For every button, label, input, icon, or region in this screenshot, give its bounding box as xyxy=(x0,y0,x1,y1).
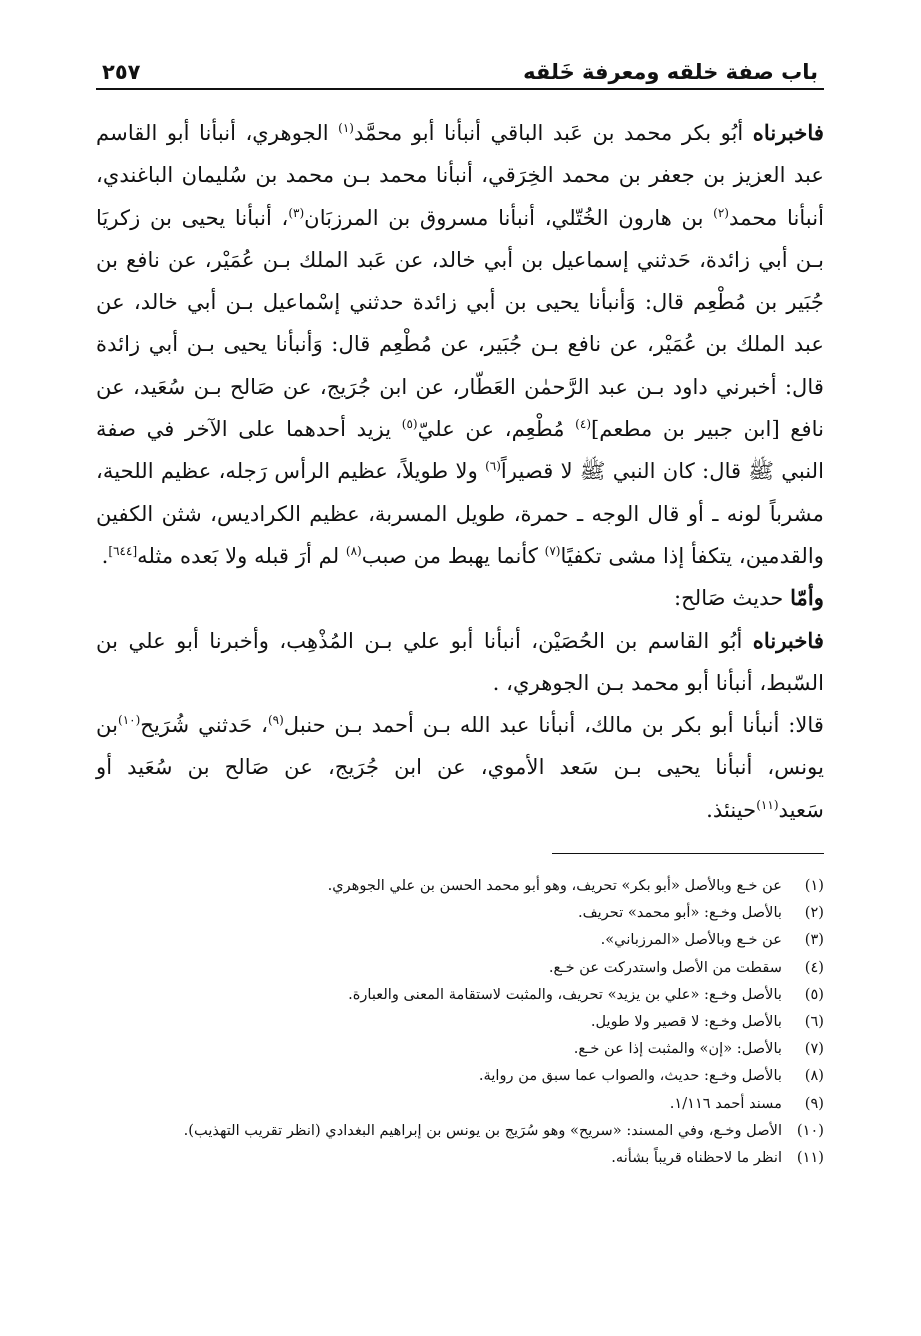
footnote-number: (٢) xyxy=(804,904,824,922)
text-segment: مُطْعِم، عن عليّ xyxy=(417,416,576,442)
footnote-text: عن خـع وبالأصل «المرزباني». xyxy=(600,931,782,949)
paragraph-3 xyxy=(96,704,824,831)
text-segment: بن هارون الخُتّلي، أنبأنا مسروق بن المرزبَان xyxy=(304,204,714,230)
footnote-text: بالأصل وخـع: حديث، والصواب عما سبق من رواية. xyxy=(478,1067,782,1085)
document-page xyxy=(96,52,824,1322)
footnote-text: عن خـع وبالأصل «أبو بكر» تحريف، وهو أبو محمد الحسن بن علي الجوهري. xyxy=(327,877,782,895)
heading-text: حديث صَالح: xyxy=(673,585,791,611)
page-number: ٢٥٧ xyxy=(102,60,141,84)
footnote-number: (٨) xyxy=(804,1067,824,1085)
footnote-number: (٣) xyxy=(804,931,824,949)
footnote-ref: (٦) xyxy=(485,459,501,474)
footnote-text: انظر ما لاحظناه قريباً بشأنه. xyxy=(611,1149,782,1167)
footnote-text: بالأصل: «إن» والمثبت إذا عن خـع. xyxy=(573,1040,782,1058)
footnote-ref: (٥) xyxy=(401,417,418,432)
footnote-text: الأصل وخـع، وفي المسند: «سريح» وهو سُرَيج بن يونس بن إبراهيم البغدادي (انظر تقريب التهذيب). xyxy=(183,1121,782,1139)
footnote-item xyxy=(96,981,824,1008)
text-segment: كأنما يهبط من صبب xyxy=(361,542,545,568)
footnote-ref: (٨) xyxy=(345,543,362,558)
footnote-item xyxy=(96,1035,824,1062)
footnote-item xyxy=(96,1144,824,1171)
footnote-number: (١) xyxy=(804,877,824,895)
footnote-text: مسند أحمد ١/١١٦. xyxy=(669,1094,782,1112)
footnote-ref: (٢) xyxy=(713,205,729,220)
footnote-item xyxy=(96,1062,824,1089)
text-segment: لم أرَ قبله ولا بَعده مثله xyxy=(137,542,346,568)
footnote-item xyxy=(96,1008,824,1035)
text-segment: أبُو بكر محمد بن عَبد الباقي أنبأنا أبو محمَّد xyxy=(353,120,753,145)
footnote-item xyxy=(96,899,824,926)
footnote-ref: (١) xyxy=(338,120,354,135)
text-segment: ولا طويلاً، عظيم الرأس رَجله، عظيم اللحية، مشرباً لونه ـ أو قال الوجه ـ حمرة، طويل المسربة، عظيم الكراديس، شثن الكفين والقدمين، يتكفأ إذا مشى تكفيًا xyxy=(96,458,824,568)
footnote-text: سقطت من الأصل واستدركت عن خـع. xyxy=(548,958,782,976)
footnote-number: (٦) xyxy=(804,1013,824,1031)
paragraph-2 xyxy=(96,620,824,705)
text-segment: بن يونس، أنبأنا يحيى بـن سَعد الأموي، عن ابن جُرَيج، عن صَالح بن سُعَيد أو سَعيد xyxy=(96,712,824,822)
text-segment: يزيد أحدهما على الآخر في صفة النبي ﷺ قال: كان النبي ﷺ لا قصيراً xyxy=(96,416,824,484)
footnote-ref: (٣) xyxy=(288,205,305,220)
footnote-text: بالأصل وخـع: لا قصير ولا طويل. xyxy=(590,1013,782,1031)
text-segment: أبُو القاسم بن الحُصَيْن، أنبأنا أبو علي بـن المُذْهِب، وأخبرنا أبو علي بن السّبط، أنبأنا أبو محمد بـن الجوهري، . xyxy=(96,627,824,695)
text-segment: قالا: أنبأنا أبو بكر بن مالك، أنبأنا عبد الله بـن أحمد بـن حنبل xyxy=(283,712,825,738)
footnote-number: (٧) xyxy=(804,1040,824,1058)
footnote-number: (١١) xyxy=(796,1149,824,1167)
footnote-number: (٥) xyxy=(804,985,824,1003)
footnote-number: (١٠) xyxy=(796,1121,824,1139)
footnote-item xyxy=(96,954,824,981)
lead-word: فاخبرناه xyxy=(752,627,824,653)
footnote-text: بالأصل وخـع: «علي بن يزيد» تحريف، والمثبت لاستقامة المعنى والعبارة. xyxy=(348,985,782,1003)
text-segment: حينئذ. xyxy=(706,796,757,822)
footnote-item xyxy=(96,1090,824,1117)
footnote-item xyxy=(96,926,824,953)
main-text xyxy=(96,112,824,831)
text-segment: . xyxy=(101,542,109,568)
chapter-title: باب صفة خلقه ومعرفة خَلقه xyxy=(523,60,818,84)
text-segment: الجوهري، أنبأنا أبو القاسم عبد العزيز بن جعفر بن محمد الخِرَقي، أنبأنا محمد بـن محمد بن سُليمان الباغندي، أنبأنا محمد xyxy=(96,120,824,230)
footnotes xyxy=(96,872,824,1171)
source-reference: [٦٤٤] xyxy=(108,543,138,558)
footnote-divider xyxy=(552,853,824,854)
footnote-ref: (١١) xyxy=(756,797,779,812)
footnote-item xyxy=(96,872,824,899)
paragraph-1 xyxy=(96,112,824,577)
section-heading xyxy=(96,577,824,619)
heading-bold-word: وأمّا xyxy=(790,585,824,611)
footnote-ref: (٤) xyxy=(575,417,591,432)
lead-word: فاخبرناه xyxy=(752,120,824,145)
page-header xyxy=(96,52,824,90)
footnote-text: بالأصل وخـع: «أبو محمد» تحريف. xyxy=(577,904,782,922)
footnote-number: (٤) xyxy=(804,958,824,976)
footnote-number: (٩) xyxy=(804,1094,824,1112)
footnote-item xyxy=(96,1117,824,1144)
text-segment: ، حَدثني شُرَيح xyxy=(140,712,268,738)
footnote-ref: (١٠) xyxy=(118,713,141,728)
footnote-ref: (٩) xyxy=(267,713,284,728)
text-segment: ، أنبأنا يحيى بن زكريَا بـن أبي زائدة، حَدثني إسماعيل بن أبي خالد، عن عَبد الملك بـن عُمَيْر، عن نافع بن جُبَير بن مُطْعِم قال: وَأنبأنا يحيى بن أبي زائدة حدثني إسْماعيل بـن أبي خالد، عن عبد الملك بن عُمَيْر، عن نافع بـن جُبَير، عن مُطْعِم قال: وَأنبأنا يحيى بـن أبي زائدة قال: أخبرني داود بـن عبد الرَّحمٰن العَطّار، عن ابن جُرَيج، عن صَالح بـن سُعَيد، عن نافع [ابن جبير بن مطعم] xyxy=(96,204,824,442)
footnote-ref: (٧) xyxy=(544,543,561,558)
